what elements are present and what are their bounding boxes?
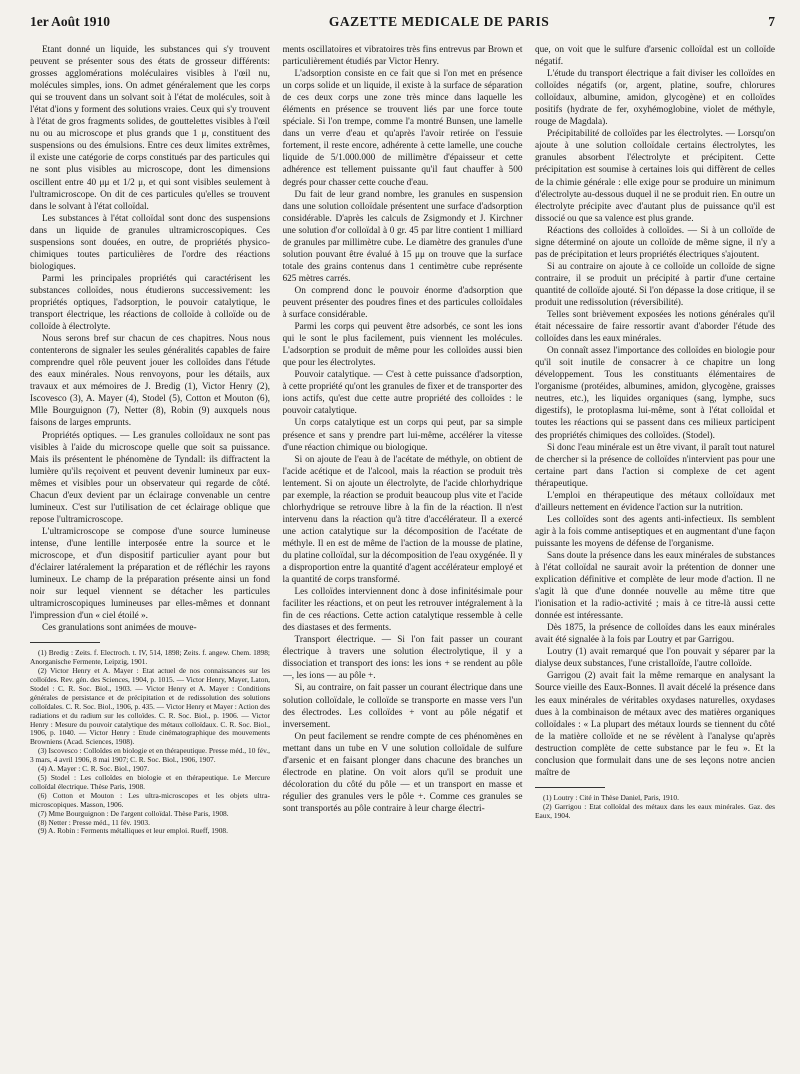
column-1 bbox=[30, 44, 270, 1066]
paragraph: Les colloïdes sont des agents anti-infectieux. Ils semblent agir à la fois comme antiseptiques et en augmentant d'une façon puissante les moyens de défense de l'organisme. bbox=[535, 514, 775, 549]
column-2 bbox=[283, 44, 523, 1066]
paragraph: que, on voit que le sulfure d'arsenic colloïdal est un colloïde négatif. bbox=[535, 45, 775, 68]
paragraph: Si donc l'eau minérale est un être vivant, il paraît tout naturel de chercher si la présence de colloïdes n'intervient pas pour une certaine part dans l'action si complexe de cet agent thérapeutique. bbox=[535, 442, 775, 489]
paragraph: Etant donné un liquide, les substances qui s'y trouvent peuvent se présenter sous des états de grosseur différents: grosses agglomérations moléculaires visibles à l'œil nu, molécules simples, ions. On admet généralement que les corps qui se trouvent dans un solvant soit à l'état de molécules, soit à l'état d'ions y forment des solutions vraies. Ceux qui s'y trouvent à l'état de gros fragments solides, de gouttelettes visibles à l'œil nu ou au microscope et plus grands que 1 μ, constituent des suspensions ou des émulsions. Entre ces deux limites extrêmes, il existe une catégorie de corps constitués par des particules qui ne sont plus visibles au microscope, dont les dimensions oscillent entre 40 μμ et 1/2 μ, et qui sont visibles seulement à l'ultramicroscope. On dit de ces particules qu'elles se trouvent dans le solvant à l'état colloïdal. bbox=[30, 45, 270, 212]
paragraph: ments oscillatoires et vibratoires très fins entrevus par Brown et particulièrement étudiés par Victor Henry. bbox=[282, 45, 523, 68]
footnote: (9) A. Robin : Ferments métalliques et leur emploi. Rueff, 1908. bbox=[38, 826, 228, 836]
footnote: (5) Stodel : Les colloïdes en biologie et en thérapeutique. Le Mercure colloïdal électrique. Thèse Paris, 1908. bbox=[30, 772, 270, 791]
paragraph: Si, au contraire, on fait passer un courant électrique dans une solution colloïdale, le colloïde se transporte en masse vers l'un des électrodes. Les colloïdes + vont au pôle négatif et inversement. bbox=[282, 683, 523, 730]
footnote: (4) A. Mayer : C. R. Soc. Biol., 1907. bbox=[38, 764, 150, 774]
footnote: (1) Bredig : Zeits. f. Electroch. t. IV, 514, 1898; Zeits. f. angew. Chem. 1898; Anorganische Fermente, Leipzig, 1901. bbox=[30, 648, 270, 667]
paragraph: Loutry (1) avait remarqué que l'on pouvait y séparer par la dialyse deux substances, l'une cristalloïde, l'autre colloïde. bbox=[535, 647, 775, 670]
paragraph: Dès 1875, la présence de colloïdes dans les eaux minérales avait été signalée à la fois par Loutry et par Garrigou. bbox=[535, 623, 775, 646]
paragraph: L'ultramicroscope se compose d'une source lumineuse intense, d'une lentille interposée entre la source et le microscope, et d'un dispositif particulier ayant pour but d'éclairer latéralement la préparation et de réfléchir les rayons lumineux. Le champ de la préparation présente ainsi un fond noir sur lequel viennent se détacher les particules ultramicroscopiques lumineuses par elles-mêmes et donnant l'impression d'un « ciel étoilé ». bbox=[30, 526, 270, 622]
footnote: (1) Loutry : Cité in Thèse Daniel, Paris, 1910. bbox=[543, 792, 679, 802]
footnote-separator bbox=[535, 787, 605, 788]
paragraph: On peut facilement se rendre compte de ces phénomènes en mettant dans un tube en V une solution colloïdale de sulfure d'arsenic et en faisant plonger dans chacune des branches un électrode en platine. On voit alors qu'il se produit une décoloration du côté du pôle — et un transport en masse et régulier des granules vers le pôle +. Comme ces granules se sont transportés au pôle contraire à leur charge électri- bbox=[282, 731, 523, 814]
paragraph: L'emploi en thérapeutique des métaux colloïdaux met d'ailleurs nettement en évidence l'action sur la nutrition. bbox=[535, 490, 775, 513]
paragraph: Les substances à l'état colloïdal sont donc des suspensions dans un liquide de granules ultramicroscopiques. Ces suspensions sont douées, en outre, de propriétés physico-chimiques toutes particulières de l'ordre des réactions biologiques. bbox=[30, 213, 270, 272]
column-3 bbox=[535, 44, 775, 1066]
paragraph: Ces granulations sont animées de mouve- bbox=[42, 623, 197, 634]
page-number: 7 bbox=[768, 14, 775, 29]
footnote: (7) Mme Bourguignon : De l'argent colloïdal. Thèse Paris, 1908. bbox=[38, 808, 229, 818]
paragraph: Parmi les principales propriétés qui caractérisent les substances colloïdes, nous étudierons successivement: les propriétés optiques, l'adsorption, le pouvoir catalytique, le transport électrique, les réactions de colloïde à colloïde ou de colloïde à électrolyte. bbox=[30, 273, 270, 333]
footnote: (2) Garrigou : Etat colloïdal des métaux dans les eaux minérales. Gaz. des Eaux, 1904. bbox=[535, 801, 775, 820]
paragraph: On comprend donc le pouvoir énorme d'adsorption que peuvent présenter des poudres fines et des particules colloïdales à surface considérable. bbox=[282, 285, 523, 321]
footnote: (6) Cotton et Mouton : Les ultra-microscopes et les objets ultra-microscopiques. Masson, 1906. bbox=[30, 790, 270, 809]
paragraph: On connaît assez l'importance des colloïdes en biologie pour qu'il soit inutile de consacrer à ce chapitre un long développement. Tous les constituants élémentaires de l'organisme (protéides, albumines, amidon, glycogène, graisses neutres, etc.), les liquides organiques (sang, lymphe, sucs digestifs), le protoplasma lui-même, sont à l'état colloïdal et toutes les réactions qui se passent dans ces milieux participent des propriétés chimiques des colloïdes. (Stodel). bbox=[535, 346, 775, 441]
paragraph: Garrigou (2) avait fait la même remarque en analysant la Source vieille des Eaux-Bonnes. Il avait décelé la présence dans les eaux minérales de véritables oxydases naturelles, oxydases dues à la combinaison de métaux avec des matières organiques colloïdales : « La plupart des métaux lourds se tiennent du côté de la matière colloïde et ne se révèlent à l'analyse qu'après destruction complète de cette substance par le feu ». Et la conclusion que formulait dans une de ses leçons notre ancien maître de bbox=[535, 671, 775, 778]
paragraph: Précipitabilité de colloïdes par les électrolytes. — Lorsqu'on ajoute à une solution colloïdale certains électrolytes, les granules absorbent l'électrolyte et précipitent. Cette précipitation est soumise à certaines lois qui diffèrent de celles de la chimie générale : elle exige pour se produire un minimum d'électrolyte au-dessous duquel il ne se produit rien. En outre un électrolyte précipite avec d'autant plus de puissance qu'il est dissocié ou que sa valence est plus grande. bbox=[535, 129, 775, 224]
paragraph: Transport électrique. — Si l'on fait passer un courant électrique à travers une solution électrolytique, il y a dissociation et transport des ions: les ions + se rendent au pôle —, les ions — au pôle +. bbox=[282, 635, 523, 682]
article-columns bbox=[30, 44, 775, 1066]
paragraph: L'étude du transport électrique a fait diviser les colloïdes en colloïdes négatifs (or, argent, platine, soufre, chlorures colloïdaux, albumine, amidon, glycogène) et en colloïdes positifs (hydrate de fer, oxyhémoglobine, violet de méthyle, rouge de Magdala). bbox=[535, 69, 775, 128]
publication-title: GAZETTE MEDICALE DE PARIS bbox=[328, 14, 550, 29]
footnote: (3) Iscovesco : Colloïdes en biologie et en thérapeutique. Presse méd., 10 fév., 3 mars, 4 avril 1906, 8 mai 1907; C. R. Soc. Biol., 1906, 1907. bbox=[30, 746, 270, 765]
paragraph: Nous serons bref sur chacun de ces chapitres. Nous nous contenterons de signaler les seules généralités capables de faire comprendre quel rôle peuvent jouer les colloïdes dans l'étude des eaux minérales. Nous renvoyons, pour les détails, aux travaux et aux mémoires de J. Bredig (1), Victor Henry (2), Iscovesco (3), A. Mayer (4), Stodel (5), Cotton et Mouton (6), Mlle Bourguignon (7), Netter (8), Robin (9) auxquels nous faisons de larges emprunts. bbox=[30, 334, 270, 429]
page-header bbox=[30, 14, 775, 30]
footnote: (8) Netter : Presse méd., 11 fév. 1903. bbox=[38, 817, 150, 827]
footnotes bbox=[535, 794, 775, 821]
footnote: (2) Victor Henry et A. Mayer : Etat actuel de nos connaissances sur les colloïdes. Rev. gén. des Sciences, 1904, p. 1015. — Victor Henry, Mayer, Laton, Stodel : C. R. Soc. Biol., 1903. — Victor Henry et A. Mayer : Conditions générales de persistance et de précipitation et de redissolution des solutions colloïdales. C. R. Soc. Biol., 1906, p. 435. — Victor Henry et Mayer : Action des radiations et du radium sur les colloïdes. C. R. Soc. Biol., p. 1906. — Victor Henry : Mesure du pouvoir catalytique des métaux colloïdaux. C. R. Soc. Biol., 1906, p. 1040. — Victor Henry : Etude cinématographique des mouvements Browniens (Acad. Sciences, 1908). bbox=[30, 666, 270, 747]
paragraph: Sans doute la présence dans les eaux minérales de substances à l'état colloïdal ne saurait avoir la prétention de donner une explication définitive et complète de leur mode d'action. Il ne s'agit là que d'une donnée nouvelle au même titre que l'ionisation et la radio-activité ; mais à ce titre-là aussi cette donnée est intéressante. bbox=[535, 550, 775, 622]
paragraph: Parmi les corps qui peuvent être adsorbés, ce sont les ions qui le sont le plus facilement, puis viennent les molécules. L'adsorption se produit de même pour les colloïdes aussi bien que pour les électrolytes. bbox=[282, 322, 523, 369]
paragraph: Telles sont brièvement exposées les notions générales qu'il était nécessaire de faire ressortir avant d'aborder l'étude des colloïdes dans les eaux minérales. bbox=[535, 310, 775, 345]
paragraph: L'adsorption consiste en ce fait que si l'on met en présence un corps solide et un liquide, il existe à la surface de séparation de ces deux corps une zone très mince dans laquelle les éléments en présence se trouvent liés par une force toute spéciale. Si l'on trempe, comme l'a montré Bunsen, une lamelle dans un verre d'eau et qu'après l'avoir retirée on l'essuie fortement, il reste encore, adhérente à cette lamelle, une couche liquide de 5/1.000.000 de millimètre d'épaisseur et cette adhérence est tellement puissante qu'il faut chauffer à 500 degrés pour chasser cette couche d'eau. bbox=[282, 69, 523, 188]
footnote-separator bbox=[30, 642, 100, 643]
paragraph: Si on ajoute de l'eau à de l'acétate de méthyle, on obtient de l'acide acétique et de l'alcool, mais la réaction se produit très lentement. Si on ajoute un électrolyte, de l'acide chlorhydrique par exemple, la réaction se produit beaucoup plus vite et l'acide chlorhydrique se retrouve libre à la fin de la réaction. Il n'est intervenu dans la réaction qu'à titre d'accélérateur. Il a exercé une action catalytique sur la décomposition de l'acétate de méthyle. Il en est de même de l'action de la mousse de platine, du platine colloïdal, sur la décomposition de l'eau oxygénée. Il y a disproportion entre la quantité d'agent accélérateur employé et la quantité de corps transformé. bbox=[282, 454, 523, 586]
paragraph: Propriétés optiques. — Les granules colloïdaux ne sont pas visibles à l'aide du microscope quelle que soit sa puissance. Mais ils présentent le phénomène de Tyndall: ils diffractent la lumière qu'ils reçoivent et peuvent devenir lumineux par eux-mêmes et visibles pour un observateur qui regarde de côté. Chacun d'eux devient par un éclairage convenable un centre lumineux. C'est sur l'utilisation de cet éclairage oblique que repose l'ultramicroscope. bbox=[30, 430, 270, 525]
paragraph: Les colloïdes interviennent donc à dose infinitésimale pour faciliter les réactions, et on peut les retrouver intégralement à la fin de ces réactions. Cette action catalytique ressemble à celle des diastases et des ferments. bbox=[282, 587, 523, 634]
paragraph: Du fait de leur grand nombre, les granules en suspension dans une solution colloïdale présentent une surface d'adsorption considérable. D'après les calculs de Zsigmondy et J. Kirchner une solution d'or colloïdal à 0 gr. 45 par litre contient 1 milliard de granules par millimètre cube. Le diamètre des granules d'une solution pouvant être évalué à 15 μμ on trouve que la surface totale des grains contenus dans 1 centimètre cube représente 625 mètres carrés. bbox=[282, 189, 523, 284]
paragraph: Réactions des colloïdes à colloïdes. — Si à un colloïde de signe déterminé on ajoute un colloïde de même signe, il n'y a pas de précipitation et leurs propriétés électriques s'ajoutent. bbox=[535, 225, 775, 260]
issue-date: 1er Août 1910 bbox=[30, 14, 110, 29]
paragraph: Si au contraire on ajoute à ce colloïde un colloïde de signe contraire, il se produit un précipité à partir d'une certaine quantité de colloïde ajouté. Si l'on dépasse la dose critique, il se produit une redissolution (réversibilité). bbox=[535, 261, 775, 308]
paragraph: Pouvoir catalytique. — C'est à cette puissance d'adsorption, à cette propriété qu'ont les granules de fixer et de transporter des ions actifs, qu'est due cette autre propriété des colloïdes : le pouvoir catalytique. bbox=[282, 370, 523, 417]
footnotes bbox=[30, 649, 270, 836]
paragraph: Un corps catalytique est un corps qui peut, par sa simple présence et sans y prendre part lui-même, accélérer la vitesse d'une réaction chimique ou biologique. bbox=[282, 418, 523, 453]
